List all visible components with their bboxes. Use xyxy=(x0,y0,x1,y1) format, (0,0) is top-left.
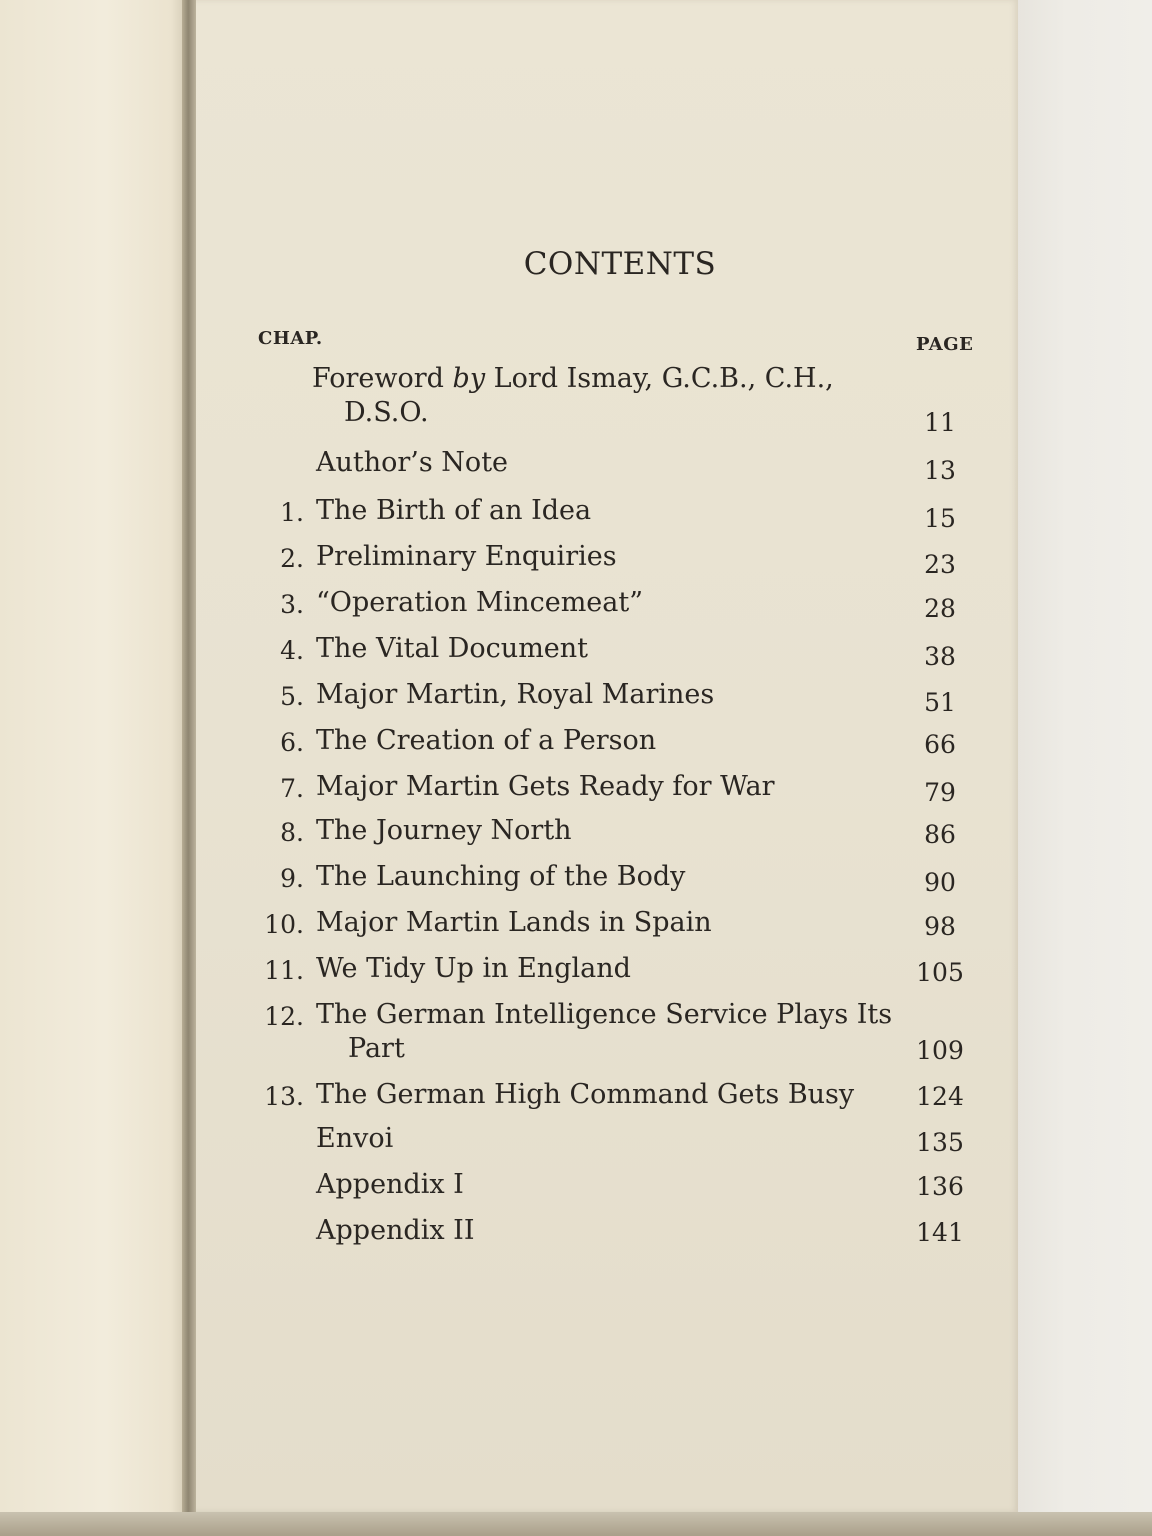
toc-entry-title: Appendix I xyxy=(316,1169,464,1200)
toc-entry-title-line2: Part xyxy=(348,1033,405,1064)
toc-entry-page: 135 xyxy=(916,1128,964,1157)
toc-entry-foreword xyxy=(312,362,834,430)
toc-entry-number: 13. xyxy=(264,1082,304,1111)
left-page xyxy=(0,0,190,1536)
toc-entry-title: We Tidy Up in England xyxy=(316,953,631,984)
toc-page-foreword: 11 xyxy=(924,408,956,437)
toc-entry-number: 5. xyxy=(280,682,304,711)
toc-entry-page: 124 xyxy=(916,1082,964,1111)
toc-entry-title: Major Martin Lands in Spain xyxy=(316,907,712,938)
toc-entry-page: 105 xyxy=(916,958,964,987)
toc-entry-title: The Launching of the Body xyxy=(316,861,686,892)
background-surface xyxy=(1010,0,1152,1536)
toc-entry-page: 51 xyxy=(924,688,956,717)
toc-entry-page: 86 xyxy=(924,820,956,849)
toc-entry-title: The German High Command Gets Busy xyxy=(316,1079,855,1110)
toc-entry-number: 4. xyxy=(280,636,304,665)
toc-entry-title: Envoi xyxy=(316,1123,394,1154)
toc-entry-number: 6. xyxy=(280,728,304,757)
toc-entry-number: 9. xyxy=(280,864,304,893)
toc-entry-number: 2. xyxy=(280,544,304,573)
page-column-header: PAGE xyxy=(916,334,974,355)
toc-entry-page: 28 xyxy=(924,594,956,623)
toc-entry-number: 10. xyxy=(264,910,304,939)
toc-entry-page: 38 xyxy=(924,642,956,671)
toc-entry-title: Preliminary Enquiries xyxy=(316,541,617,572)
foreword-title-pre: Foreword xyxy=(312,363,453,394)
toc-entry-title: Author’s Note xyxy=(316,447,509,478)
toc-entry-number: 12. xyxy=(264,1002,304,1031)
toc-entry-title: The Vital Document xyxy=(316,633,589,664)
toc-entry-title: Major Martin Gets Ready for War xyxy=(316,771,775,802)
toc-entry-title xyxy=(316,998,892,1066)
toc-entry-number: 7. xyxy=(280,774,304,803)
book-gutter xyxy=(182,0,196,1536)
toc-entry-number: 8. xyxy=(280,818,304,847)
toc-entry-page: 13 xyxy=(924,456,956,485)
toc-entry-page: 79 xyxy=(924,778,956,807)
toc-entry-page: 141 xyxy=(916,1218,964,1247)
toc-entry-title: The Journey North xyxy=(316,815,572,846)
toc-entry-page: 98 xyxy=(924,912,956,941)
toc-entry-page: 109 xyxy=(916,1036,964,1065)
toc-entry-page: 66 xyxy=(924,730,956,759)
foreword-title-post: Lord Ismay, G.C.B., C.H., xyxy=(485,363,834,394)
toc-entry-page: 23 xyxy=(924,550,956,579)
toc-entry-title: Major Martin, Royal Marines xyxy=(316,679,715,710)
toc-entry-title: The Birth of an Idea xyxy=(316,495,592,526)
toc-entry-page: 15 xyxy=(924,504,956,533)
toc-entry-title: “Operation Mincemeat” xyxy=(316,587,644,618)
toc-entry-page: 136 xyxy=(916,1172,964,1201)
chapter-column-header: CHAP. xyxy=(258,328,323,349)
toc-entry-title-line1: The German Intelligence Service Plays Its xyxy=(316,999,893,1030)
toc-entry-title: The Creation of a Person xyxy=(316,725,657,756)
foreword-title-line2: D.S.O. xyxy=(344,397,429,428)
toc-entry-number: 1. xyxy=(280,498,304,527)
toc-entry-title: Appendix II xyxy=(316,1215,475,1246)
page-title: CONTENTS xyxy=(523,246,717,282)
page-bottom-edge xyxy=(0,1512,1152,1536)
toc-entry-page: 90 xyxy=(924,868,956,897)
foreword-by: by xyxy=(452,363,486,394)
toc-entry-number: 11. xyxy=(264,956,304,985)
toc-entry-number: 3. xyxy=(280,590,304,619)
